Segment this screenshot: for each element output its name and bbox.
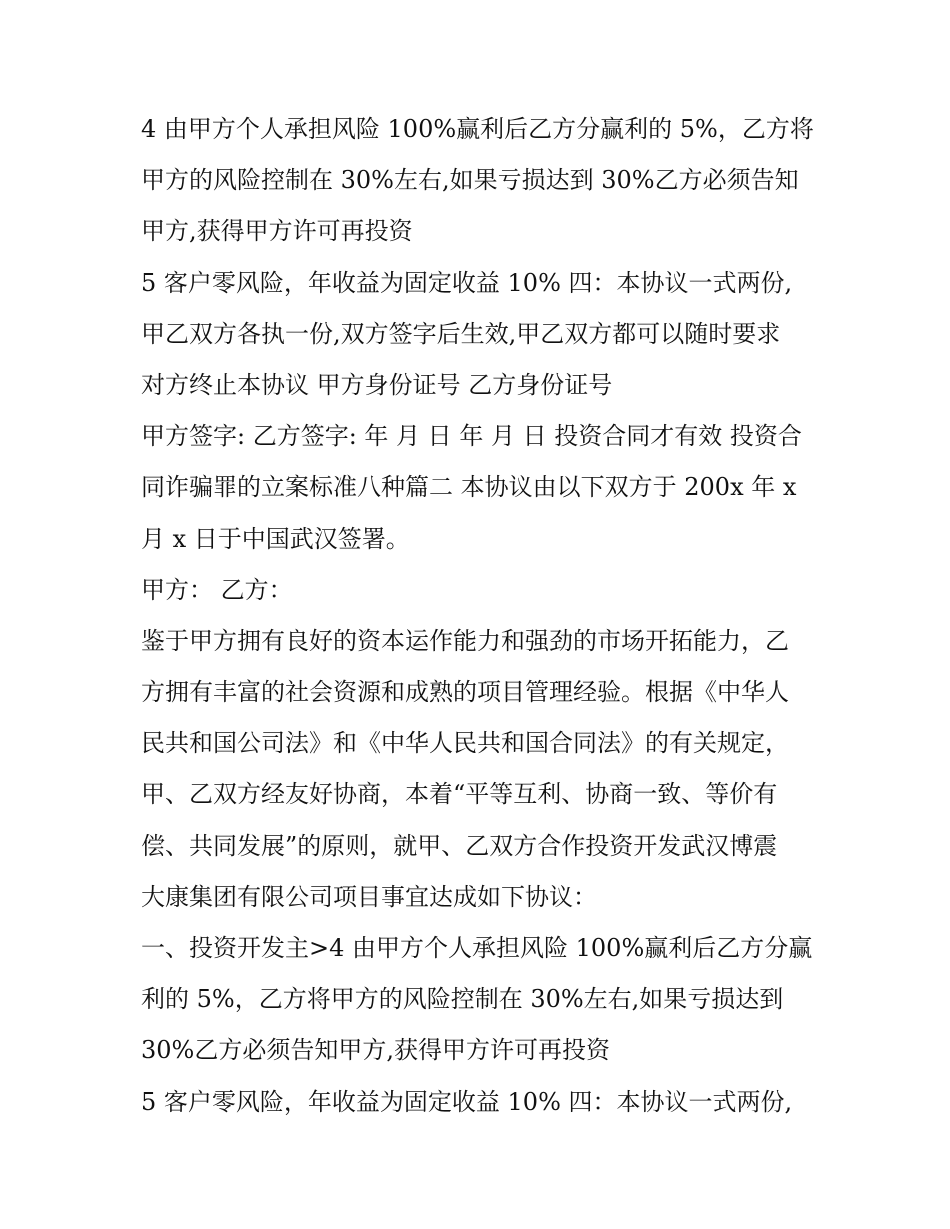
text-line: 5 客户零风险，年收益为固定收益 10% 四：本协议一式两份, — [141, 1087, 793, 1116]
text-line: 甲、乙双方经友好协商，本着“平等互利、协商一致、等价有 — [141, 780, 778, 809]
text-line: 偿、共同发展”的原则，就甲、乙双方合作投资开发武汉博震 — [141, 831, 778, 860]
text-line: 5 客户零风险，年收益为固定收益 10% 四：本协议一式两份, — [141, 268, 793, 297]
text-line: 鉴于甲方拥有良好的资本运作能力和强劲的市场开拓能力，乙 — [141, 626, 789, 655]
text-line: 方拥有丰富的社会资源和成熟的项目管理经验。根据《中华人 — [141, 678, 789, 707]
text-line: 月 x 日于中国武汉签署。 — [141, 524, 410, 553]
text-line: 同诈骗罪的立案标准八种篇二 本协议由以下双方于 200x 年 x — [141, 473, 797, 502]
text-line: 对方终止本协议 甲方身份证号 乙方身份证号 — [141, 370, 613, 399]
text-line: 甲方： 乙方： — [141, 575, 293, 604]
text-line: 民共和国公司法》和《中华人民共和国合同法》的有关规定， — [141, 729, 789, 758]
document-body — [141, 104, 813, 1128]
text-line: 甲方签字: 乙方签字: 年 月 日 年 月 日 投资合同才有效 投资合 — [141, 422, 802, 451]
text-line: 30%乙方必须告知甲方,获得甲方许可再投资 — [141, 1036, 610, 1065]
text-line: 甲方的风险控制在 30%左右,如果亏损达到 30%乙方必须告知 — [141, 166, 799, 195]
text-line: 大康集团有限公司项目事宜达成如下协议： — [141, 882, 597, 911]
text-line: 一、投资开发主>4 由甲方个人承担风险 100%赢利后乙方分赢 — [141, 934, 813, 962]
text-line: 利的 5%，乙方将甲方的风险控制在 30%左右,如果亏损达到 — [141, 985, 784, 1014]
text-line: 甲乙双方各执一份,双方签字后生效,甲乙双方都可以随时要求 — [141, 319, 781, 348]
text-line: 4 由甲方个人承担风险 100%赢利后乙方分赢利的 5%，乙方将 — [141, 115, 814, 143]
text-line: 甲方,获得甲方许可再投资 — [141, 217, 413, 246]
